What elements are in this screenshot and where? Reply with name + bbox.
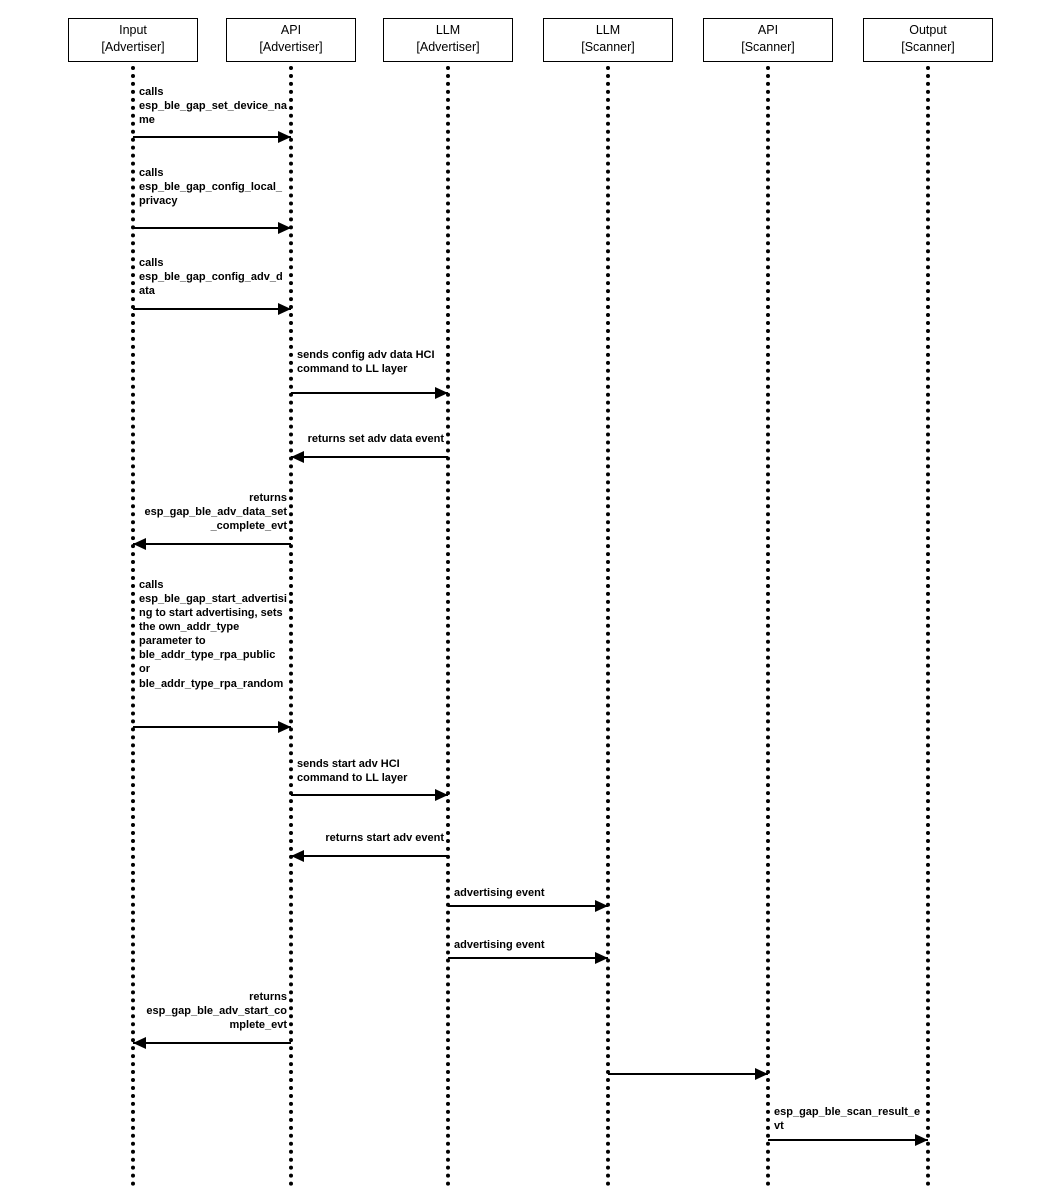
message-label-m5: returns set adv data event: [307, 433, 444, 445]
lifeline-role: LLM: [595, 23, 621, 37]
arrowhead-m14: [915, 1134, 928, 1146]
lifeline-actor: [Advertiser]: [101, 39, 165, 54]
message-label-m14: esp_gap_ble_scan_result_evt: [774, 1106, 921, 1133]
lifeline-role: Input: [119, 23, 147, 37]
arrowhead-m13: [755, 1068, 768, 1080]
arrowhead-m5: [291, 451, 304, 463]
message-arrow-m2: [133, 227, 291, 229]
lifeline-actor: [Advertiser]: [416, 39, 480, 54]
message-arrow-m8: [291, 794, 448, 796]
message-arrow-m11: [448, 957, 608, 959]
arrowhead-m11: [595, 952, 608, 964]
lifeline-header-5: [863, 18, 993, 62]
lifeline-actor: [Scanner]: [901, 39, 955, 54]
message-label-m6: returns esp_gap_ble_adv_data_set_complete_evt: [144, 492, 287, 533]
lifeline-actor: [Scanner]: [581, 39, 635, 54]
lifeline-header-1: [226, 18, 356, 62]
lifeline-4: [766, 66, 770, 1187]
arrowhead-m7: [278, 721, 291, 733]
lifeline-actor: [Scanner]: [741, 39, 795, 54]
message-arrow-m13: [608, 1073, 768, 1075]
lifeline-3: [606, 66, 610, 1187]
message-arrow-m7: [133, 726, 291, 728]
lifeline-actor: [Advertiser]: [259, 39, 323, 54]
message-arrow-m6: [133, 543, 291, 545]
arrowhead-m12: [133, 1037, 146, 1049]
arrowhead-m10: [595, 900, 608, 912]
message-arrow-m12: [133, 1042, 291, 1044]
lifeline-role: LLM: [435, 23, 461, 37]
arrowhead-m1: [278, 131, 291, 143]
message-arrow-m14: [768, 1139, 928, 1141]
lifeline-1: [289, 66, 293, 1187]
message-label-m1: calls esp_ble_gap_set_device_name: [139, 86, 287, 127]
message-arrow-m10: [448, 905, 608, 907]
lifeline-header-4: [703, 18, 833, 62]
lifeline-header-0: [68, 18, 198, 62]
message-label-m2: calls esp_ble_gap_config_local_privacy: [139, 167, 283, 208]
message-label-m12: returns esp_gap_ble_adv_start_complete_evt: [146, 991, 287, 1032]
arrowhead-m2: [278, 222, 291, 234]
lifeline-role: API: [280, 23, 302, 37]
lifeline-role: API: [757, 23, 779, 37]
lifeline-2: [446, 66, 450, 1187]
message-arrow-m1: [133, 136, 291, 138]
lifeline-header-3: [543, 18, 673, 62]
lifeline-0: [131, 66, 135, 1187]
lifeline-role: Output: [909, 23, 947, 37]
lifeline-5: [926, 66, 930, 1187]
message-label-m3: calls esp_ble_gap_config_adv_data: [139, 257, 283, 298]
message-label-m7: calls esp_ble_gap_start_advertising to start advertising, sets the own_addr_type parameter to ble_addr_type_rpa_public or ble_addr_type_rpa_random: [139, 579, 287, 690]
arrowhead-m4: [435, 387, 448, 399]
message-label-m4: sends config adv data HCI command to LL layer: [297, 349, 435, 376]
arrowhead-m6: [133, 538, 146, 550]
message-arrow-m3: [133, 308, 291, 310]
message-label-m10: advertising event: [454, 887, 545, 899]
arrowhead-m3: [278, 303, 291, 315]
message-label-m8: sends start adv HCI command to LL layer: [297, 758, 408, 785]
message-label-m11: advertising event: [454, 939, 545, 951]
message-label-m9: returns start adv event: [325, 832, 444, 844]
arrowhead-m9: [291, 850, 304, 862]
message-arrow-m5: [291, 456, 448, 458]
message-arrow-m4: [291, 392, 448, 394]
lifeline-header-2: [383, 18, 513, 62]
message-arrow-m9: [291, 855, 448, 857]
arrowhead-m8: [435, 789, 448, 801]
